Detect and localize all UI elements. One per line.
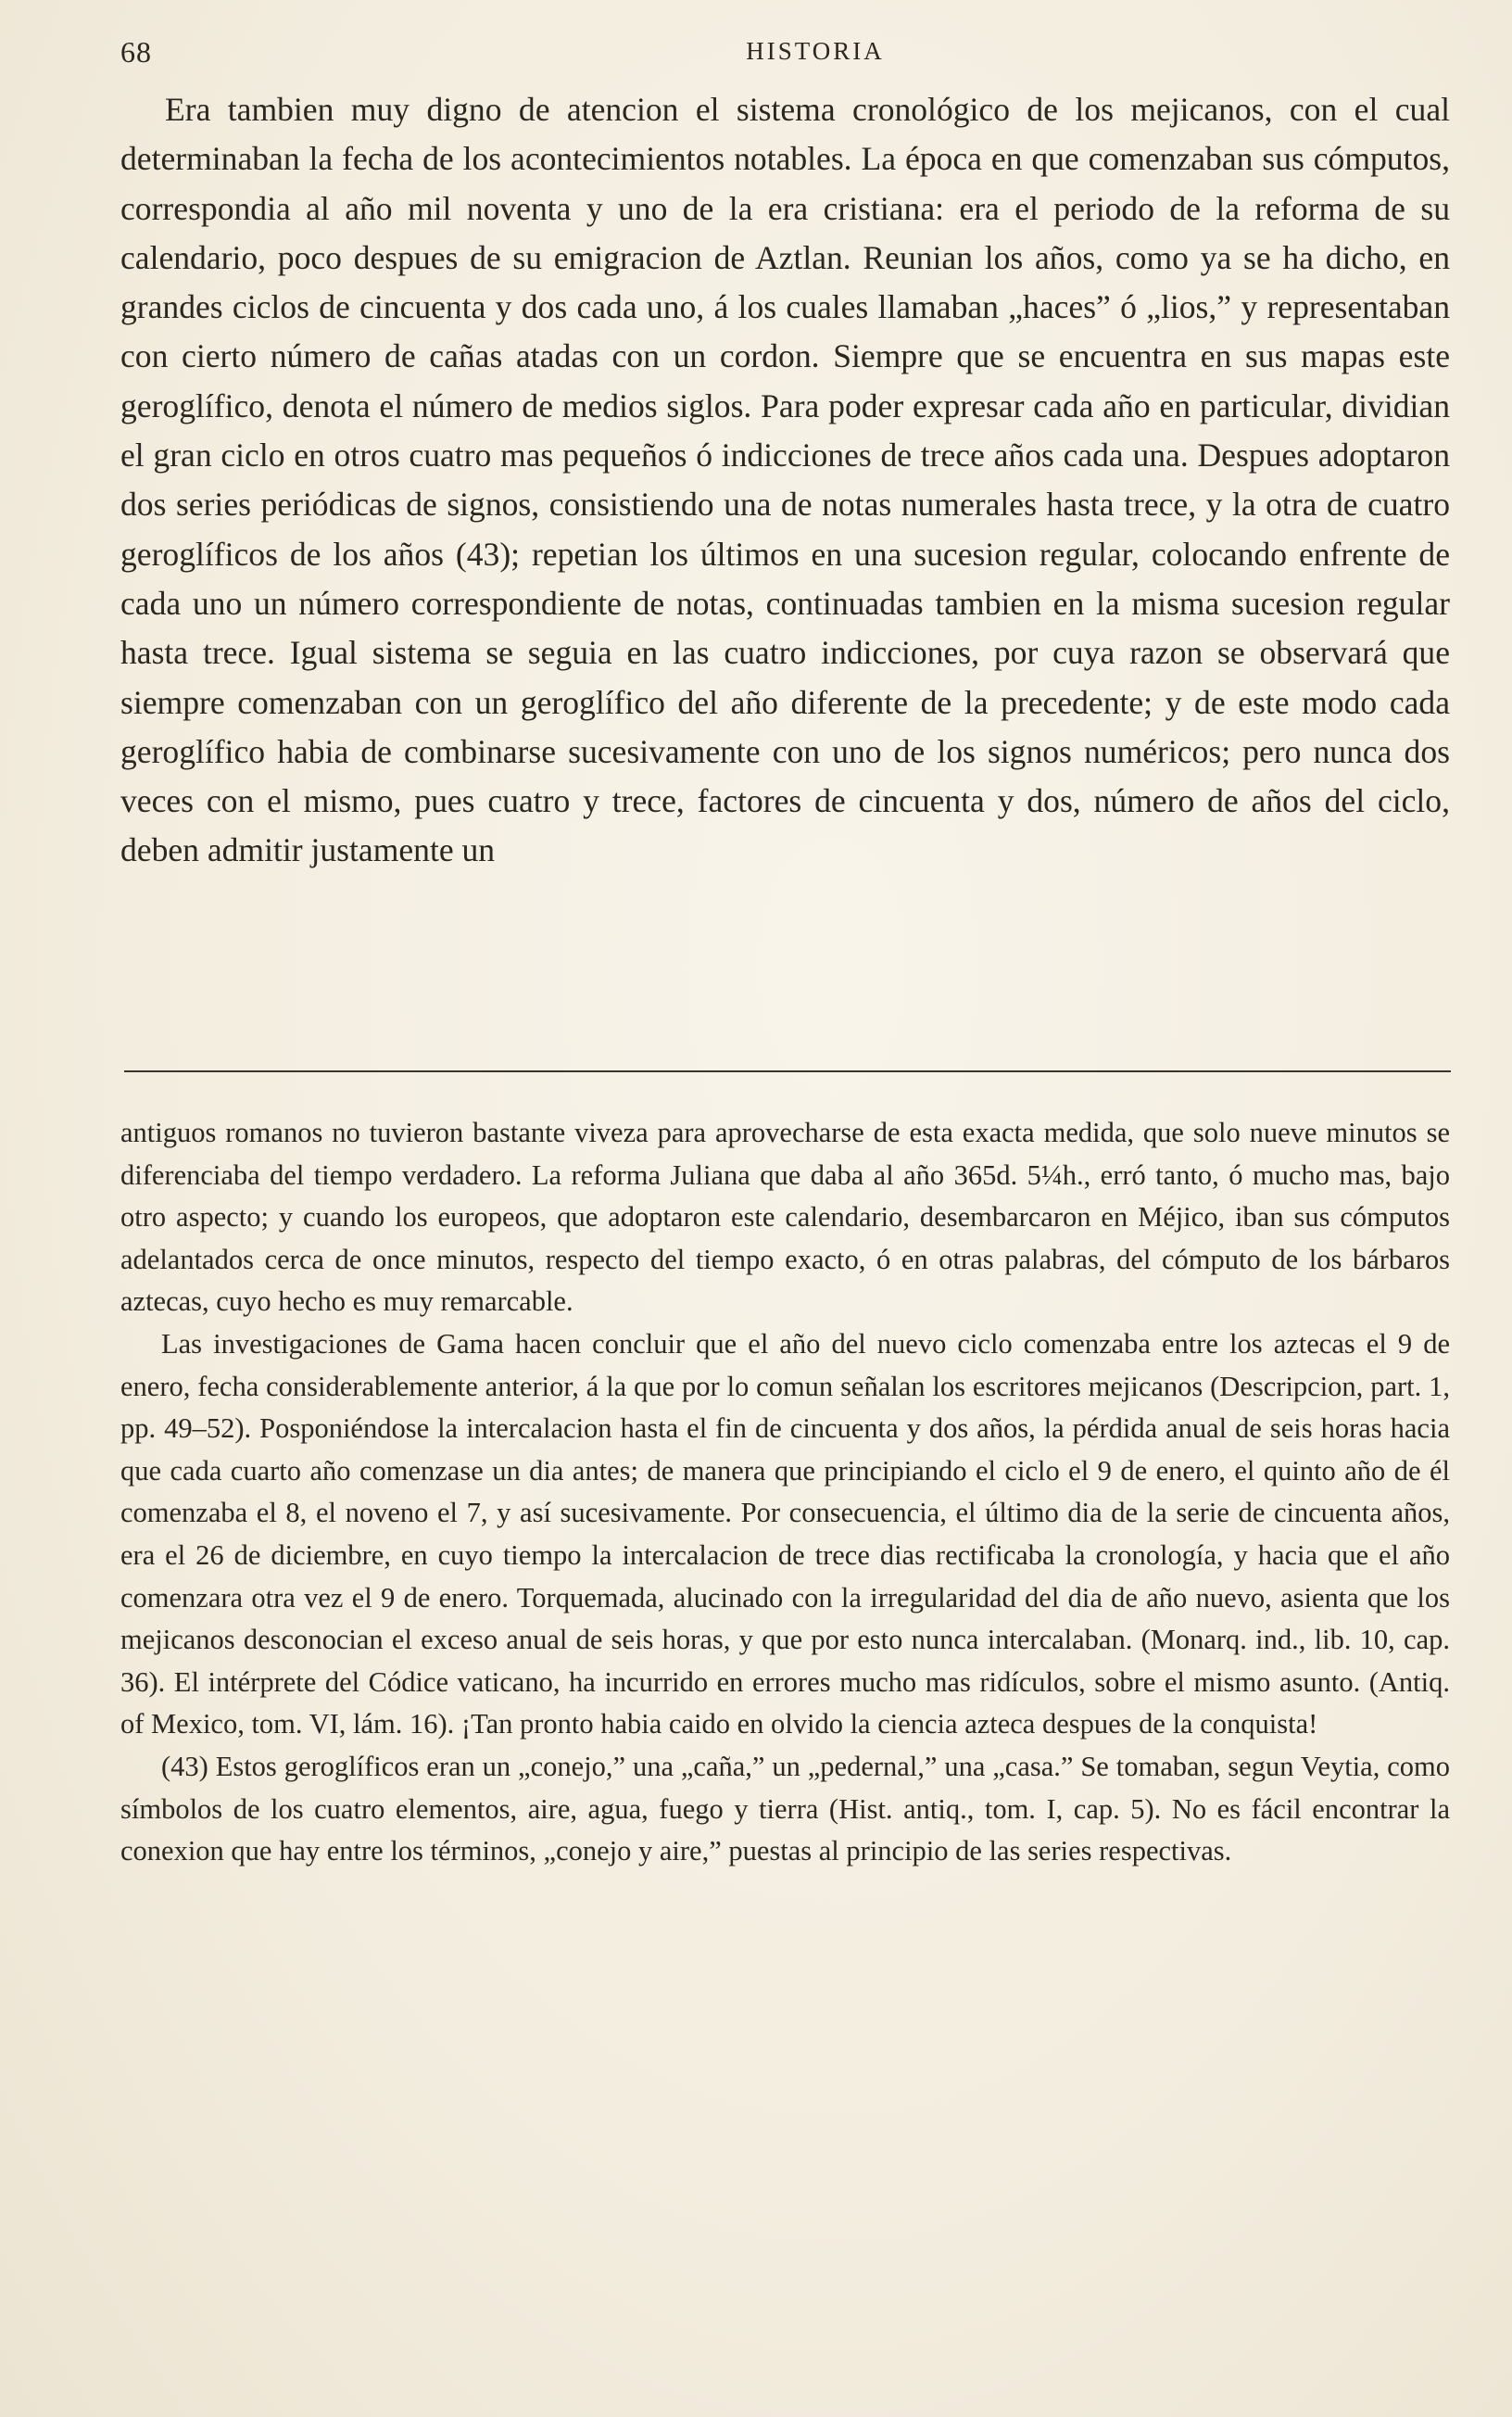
footnote-43: (43) Estos geroglíficos eran un „conejo,” una „caña,” un „pedernal,” una „casa.” Se tomaban, segun Veytia, como símbolos de los cuatro elementos, aire, agua, fuego y tierra (Hist. antiq., tom. I, cap. 5). No es fácil encontrar la conexion que hay entre los términos, „conejo y aire,” puestas al principio de las series respectivas. [120, 1750, 1450, 1867]
footnote-separator-rule [124, 1070, 1451, 1072]
page-number: 68 [120, 35, 152, 69]
running-title: HISTORIA [746, 37, 885, 65]
footnotes [120, 1112, 1450, 1873]
main-text [120, 85, 1450, 876]
footnote-gama: Las investigaciones de Gama hacen concluir que el año del nuevo ciclo comenzaba entre los aztecas el 9 de enero, fecha considerablemente anterior, á la que por lo comun señalan los escritores mejicanos (Descripcion, part. 1, pp. 49–52). Posponiéndose la intercalacion hasta el fin de cincuenta y dos años, la pérdida anual de seis horas hacia que cada cuarto año comenzase un dia antes; de manera que principiando el ciclo el 9 de enero, el quinto año de él comenzaba el 8, el noveno el 7, y así sucesivamente. Por consecuencia, el último dia de la serie de cincuenta años, era el 26 de diciembre, en cuyo tiempo la intercalacion de trece dias rectificaba la cronología, y hacia que el año comenzara otra vez el 9 de enero. Torquemada, alucinado con la irregularidad del dia de año nuevo, asienta que los mejicanos desconocian el exceso anual de seis horas, y que por esto nunca intercalaban. (Monarq. ind., lib. 10, cap. 36). El intérprete del Códice vaticano, ha incurrido en errores mucho mas ridículos, sobre el mismo asunto. (Antiq. of Mexico, tom. VI, lám. 16). ¡Tan pronto habia caido en olvido la ciencia azteca despues de la conquista! [120, 1327, 1450, 1740]
footnote-continuation: antiguos romanos no tuvieron bastante viveza para aprovecharse de esta exacta medida, que solo nueve minutos se diferenciaba del tiempo verdadero. La reforma Juliana que daba al año 365d. 5¼h., erró tanto, ó mucho mas, bajo otro aspecto; y cuando los europeos, que adoptaron este calendario, desembarcaron en Méjico, iban sus cómputos adelantados cerca de once minutos, respecto del tiempo exacto, ó en otras palabras, del cómputo de los bárbaros aztecas, cuyo hecho es muy remarcable. [120, 1117, 1450, 1318]
body-paragraph: Era tambien muy digno de atencion el sistema cronológico de los mejicanos, con el cual determinaban la fecha de los acontecimientos notables. La época en que comenzaban sus cómputos, correspondia al año mil noventa y uno de la era cristiana: era el periodo de la reforma de su calendario, poco despues de su emigracion de Aztlan. Reunian los años, como ya se ha dicho, en grandes ciclos de cincuenta y dos cada uno, á los cuales llamaban „haces” ó „lios,” y representaban con cierto número de cañas atadas con un cordon. Siempre que se encuentra en sus mapas este geroglífico, denota el número de medios siglos. Para poder expresar cada año en particular, dividian el gran ciclo en otros cuatro mas pequeños ó indicciones de trece años cada una. Despues adoptaron dos series periódicas de signos, consistiendo una de notas numerales hasta trece, y la otra de cuatro geroglíficos de los años (43); repetian los últimos en una sucesion regular, colocando enfrente de cada uno un número correspondiente de notas, continuadas tambien en la misma sucesion regular hasta trece. Igual sistema se seguia en las cuatro indicciones, por cuya razon se observará que siempre comenzaban con un geroglífico del año diferente de la precedente; y de este modo cada geroglífico habia de combinarse sucesivamente con uno de los signos numéricos; pero nunca dos veces con el mismo, pues cuatro y trece, factores de cincuenta y dos, número de años del ciclo, deben admitir justamente un [120, 91, 1450, 869]
running-head [120, 35, 1455, 72]
